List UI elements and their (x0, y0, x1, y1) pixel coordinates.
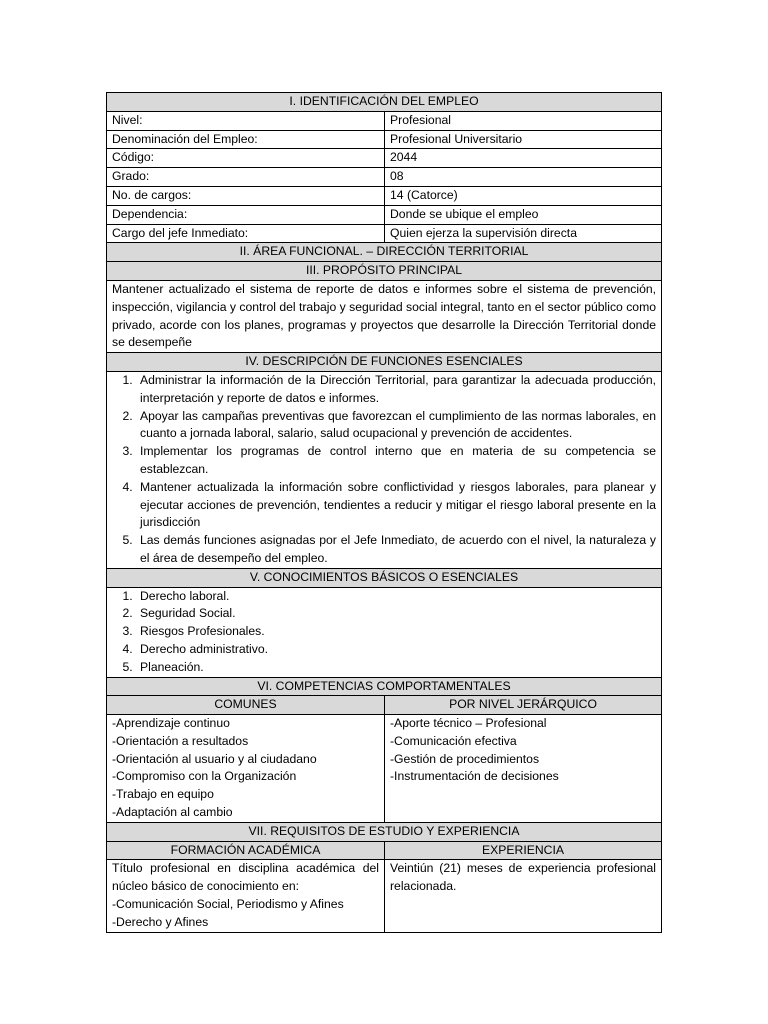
job-profile-document (106, 92, 661, 933)
list-item: -Compromiso con la Organización (112, 769, 297, 784)
list-item: 5. Las demás funciones asignadas por el Jefe Inmediato, de acuerdo con el nivel, la naturaleza y el área de desempeño del empleo. (136, 532, 656, 568)
list-item: -Trabajo en equipo (112, 787, 214, 802)
formacion-text: Título profesional en disciplina académica del núcleo básico de conocimiento en: (112, 861, 379, 894)
list-item: -Orientación al usuario y al ciudadano (112, 751, 317, 766)
table-row (107, 130, 662, 149)
field-value: 2044 (385, 149, 662, 168)
job-profile-table (106, 92, 662, 933)
table-row (107, 205, 662, 224)
field-value: Profesional Universitario (385, 130, 662, 149)
column-header-comunes: COMUNES (107, 696, 385, 715)
table-row (107, 168, 662, 187)
list-item: 3. Riesgos Profesionales. (136, 623, 656, 641)
list-item: -Adaptación al cambio (112, 805, 233, 820)
list-item: -Orientación a resultados (112, 733, 249, 748)
field-label: Grado: (107, 168, 385, 187)
section-header-competencias: VI. COMPETENCIAS COMPORTAMENTALES (107, 677, 662, 696)
field-label: No. de cargos: (107, 186, 385, 205)
field-value: 14 (Catorce) (385, 186, 662, 205)
list-item: 3. Implementar los programas de control interno que en materia de su competencia se establezcan. (136, 443, 656, 479)
proposito-text: Mantener actualizado el sistema de reporte de datos e informes sobre el sistema de prevención, inspección, vigilancia y control del trabajo y seguridad social integral, tanto en el sector público como privado, acorde con los planes, programas y proyectos que desarrolle la Dirección Territorial donde se desempeñe (107, 280, 662, 352)
list-item: 2. Seguridad Social. (136, 605, 656, 623)
table-row (107, 111, 662, 130)
column-header-formacion: FORMACIÓN ACADÉMICA (107, 841, 385, 860)
conocimientos-cell (107, 587, 662, 677)
conocimientos-list (112, 588, 656, 677)
list-item: -Instrumentación de decisiones (390, 769, 559, 784)
field-label: Cargo del jefe Inmediato: (107, 224, 385, 243)
field-label: Código: (107, 149, 385, 168)
list-item: -Gestión de procedimientos (390, 751, 540, 766)
section-header-area-funcional: II. ÁREA FUNCIONAL. – DIRECCIÓN TERRITORIAL (107, 243, 662, 262)
column-header-nivel: POR NIVEL JERÁRQUICO (385, 696, 662, 715)
list-item: -Aprendizaje continuo (112, 716, 230, 731)
field-label: Nivel: (107, 111, 385, 130)
list-item: -Aporte técnico – Profesional (390, 716, 547, 731)
table-row (107, 224, 662, 243)
table-row (107, 149, 662, 168)
section-header-identificacion: I. IDENTIFICACIÓN DEL EMPLEO (107, 93, 662, 112)
experiencia-text: Veintiún (21) meses de experiencia profesional relacionada. (385, 860, 662, 932)
formacion-cell (107, 860, 385, 932)
column-header-experiencia: EXPERIENCIA (385, 841, 662, 860)
field-value: Profesional (385, 111, 662, 130)
funciones-list (112, 372, 656, 568)
list-item: 1. Derecho laboral. (136, 588, 656, 606)
field-label: Denominación del Empleo: (107, 130, 385, 149)
list-item: 1. Administrar la información de la Dirección Territorial, para garantizar la adecuada producción, interpretación y reporte de datos e informes. (136, 372, 656, 408)
field-label: Dependencia: (107, 205, 385, 224)
list-item: 2. Apoyar las campañas preventivas que favorezcan el cumplimiento de las normas laborales, en cuanto a jornada laboral, salario, salud ocupacional y prevención de accidentes. (136, 408, 656, 444)
field-value: 08 (385, 168, 662, 187)
funciones-cell (107, 371, 662, 568)
list-item: 4. Derecho administrativo. (136, 641, 656, 659)
section-header-conocimientos: V. CONOCIMIENTOS BÁSICOS O ESENCIALES (107, 568, 662, 587)
list-item: 4. Mantener actualizada la información sobre conflictividad y riesgos laborales, para planear y ejecutar acciones de prevención, tendientes a reducir y mitigar el riesgo laboral presente en la jurisdicción (136, 479, 656, 532)
section-header-proposito: III. PROPÓSITO PRINCIPAL (107, 262, 662, 281)
comunes-cell (107, 715, 385, 823)
list-item: -Comunicación Social, Periodismo y Afines (112, 897, 344, 912)
section-header-funciones: IV. DESCRIPCIÓN DE FUNCIONES ESENCIALES (107, 353, 662, 372)
nivel-cell (385, 715, 662, 823)
field-value: Quien ejerza la supervisión directa (385, 224, 662, 243)
section-header-requisitos: VII. REQUISITOS DE ESTUDIO Y EXPERIENCIA (107, 822, 662, 841)
field-value: Donde se ubique el empleo (385, 205, 662, 224)
list-item: -Comunicación efectiva (390, 733, 517, 748)
list-item: 5. Planeación. (136, 659, 656, 677)
list-item: -Derecho y Afines (112, 914, 209, 929)
table-row (107, 186, 662, 205)
